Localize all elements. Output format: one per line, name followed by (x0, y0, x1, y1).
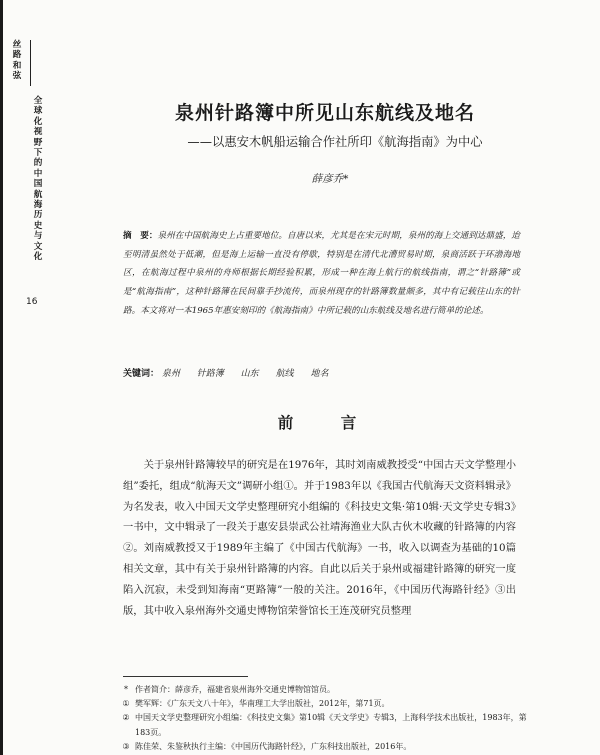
keywords-label: 关键词： (123, 369, 160, 379)
footnote (117, 711, 527, 739)
article-title: 泉州针路簿中所见山东航线及地名 (174, 102, 475, 124)
keyword: 针路簿 (196, 369, 224, 379)
keyword: 地名 (310, 369, 329, 379)
series-subtitle: 全球化视野下的中国航海历史与文化 (33, 96, 43, 263)
footnote-text: 樊军辉：《广东天文八十年》，华南理工大学出版社，2012年，第71页。 (135, 699, 390, 709)
abstract (123, 227, 520, 321)
keyword: 航线 (275, 369, 294, 379)
footnote-text: 陈佳荣、朱鉴秋执行主编：《中国历代海路针经》，广东科技出版社，2016年。 (135, 741, 412, 751)
page-edge-bar (0, 0, 3, 755)
footnote-mark: ③ (122, 741, 130, 751)
abstract-label: 摘 要： (123, 231, 158, 241)
section-heading: 前 言 (277, 414, 373, 432)
author-name: 薛彦乔* (311, 173, 349, 185)
side-divider (30, 40, 31, 86)
footnote (117, 683, 527, 697)
body-paragraph: 关于泉州针路簿较早的研究是在1976年，其时刘南威教授受“中国古天文学整理小组”委托，组成“航海天文”调研小组①。并于1983年以《我国古代航海天文资料辑录》为名发表，收入中国天文学史整理研究小组编的《科技史文集·第10辑·天文学史专辑3》一书中，文中辑录了一段关于惠安县崇武公社靖海渔业大队古伙木收藏的针路簿的内容②。刘南威教授又于1989年主编了《中国古代航海》一书，收入以调查为基础的10篇相关文章，其中有关于泉州针路簿的内容。自此以后关于泉州或福建针路簿的研究一度陷入沉寂，未受到知海南“更路簿”一般的关注。2016年，《中国历代海路针经》③出版，其中收入泉州海外交通史博物馆荣誉馆长王连茂研究员整理 (123, 459, 516, 617)
body-text (123, 455, 516, 621)
page-number: 16 (26, 297, 38, 307)
abstract-text: 泉州在中国航海史上占重要地位。自唐以来，尤其是在宋元时期，泉州的海上交通到达鼎盛，迨至明清虽然处于低潮，但是海上运输一直没有停歇，特别是在清代北漕贸易时期，泉商活跃于环渤海地区，在航海过程中泉州的舟师根据长期经验积累，形成一种在海上航行的航线指南，谓之“针路簿”或是“航海指南”，这种针路簿在民间靠手抄流传，而泉州现存的针路簿数量颇多，其中有记载往山东的针路。本文将对一本1965年惠安刻印的《航海指南》中所记载的山东航线及地名进行简单的论述。 (123, 231, 520, 316)
footnote-text: 作者简介：薛彦乔，福建省泉州海外交通史博物馆馆员。 (135, 685, 335, 694)
keywords (123, 367, 543, 381)
footnote-mark: * (124, 685, 128, 694)
article-subtitle: ——以惠安木帆船运输合作社所印《航海指南》为中心 (187, 135, 483, 149)
footnote-mark: ① (122, 699, 130, 709)
footnote (117, 740, 527, 754)
series-title: 丝路和弦 (12, 40, 22, 82)
footnote-mark: ② (122, 713, 130, 723)
keyword: 山东 (240, 369, 259, 379)
footnote-text: 中国天文学史整理研究小组编：《科技史文集》第10辑《天文学史》专辑3，上海科学技术出版社，1983年，第183页。 (135, 713, 527, 737)
footnotes (117, 683, 527, 754)
footnote-divider (123, 676, 248, 677)
footnote (117, 697, 527, 711)
keyword: 泉州 (161, 369, 180, 379)
